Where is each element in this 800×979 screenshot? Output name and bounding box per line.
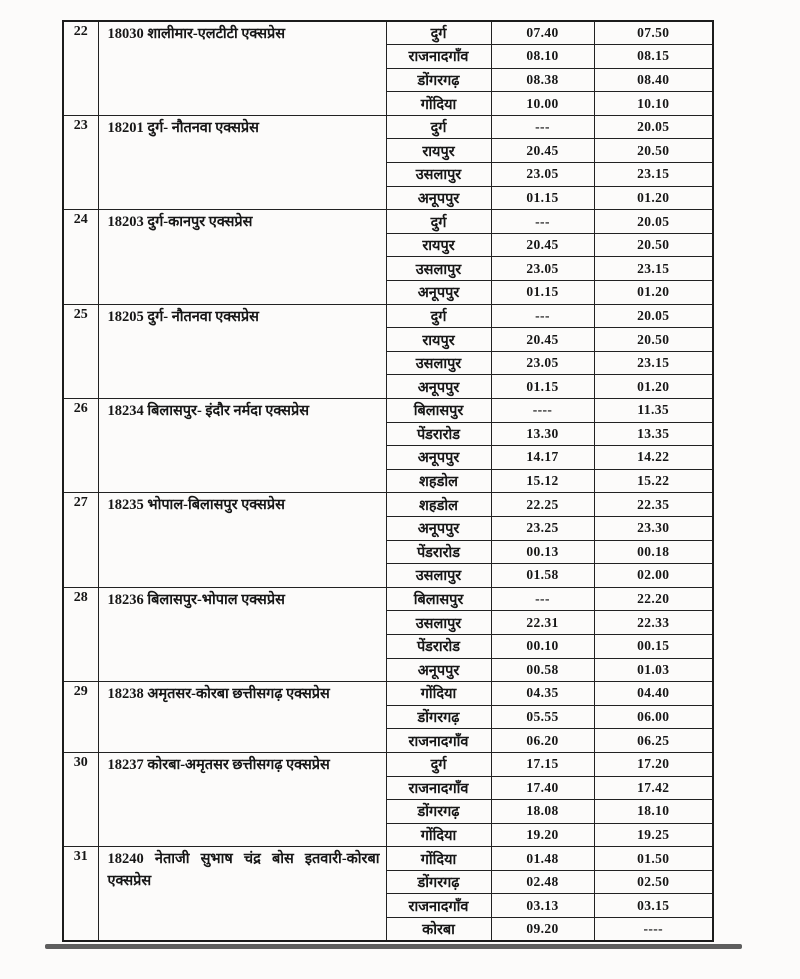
station-name: रायपुर: [386, 233, 491, 257]
arrival-time: 02.48: [491, 870, 594, 894]
departure-time: 20.50: [594, 139, 713, 163]
station-name: अनूपपुर: [386, 375, 491, 399]
departure-time: 01.03: [594, 658, 713, 682]
station-name: रायपुर: [386, 328, 491, 352]
arrival-time: 15.12: [491, 469, 594, 493]
departure-time: 18.10: [594, 800, 713, 824]
station-name: दुर्ग: [386, 304, 491, 328]
station-name: गोंदिया: [386, 682, 491, 706]
arrival-time: 18.08: [491, 800, 594, 824]
departure-time: 08.15: [594, 45, 713, 69]
station-name: उसलापुर: [386, 351, 491, 375]
arrival-time: 05.55: [491, 705, 594, 729]
departure-time: 20.05: [594, 115, 713, 139]
train-serial-number: 22: [63, 21, 98, 115]
station-name: बिलासपुर: [386, 399, 491, 423]
arrival-time: 09.20: [491, 918, 594, 942]
train-serial-number: 28: [63, 587, 98, 681]
arrival-time: 22.25: [491, 493, 594, 517]
arrival-time: 00.10: [491, 634, 594, 658]
table-row: [63, 587, 713, 611]
train-serial-number: 31: [63, 847, 98, 941]
train-serial-number: 24: [63, 210, 98, 304]
train-name: 18203 दुर्ग-कानपुर एक्सप्रेस: [98, 210, 386, 304]
departure-time: 20.50: [594, 328, 713, 352]
station-name: डोंगरगढ़: [386, 68, 491, 92]
arrival-time: 07.40: [491, 21, 594, 45]
train-serial-number: 23: [63, 115, 98, 209]
departure-time: 01.20: [594, 375, 713, 399]
departure-time: 23.15: [594, 257, 713, 281]
train-serial-number: 29: [63, 682, 98, 753]
arrival-time: 01.15: [491, 375, 594, 399]
train-serial-number: 26: [63, 399, 98, 493]
arrival-time: 20.45: [491, 328, 594, 352]
station-name: उसलापुर: [386, 564, 491, 588]
departure-time: 00.18: [594, 540, 713, 564]
departure-time: 22.35: [594, 493, 713, 517]
train-timetable: [62, 20, 714, 942]
station-name: डोंगरगढ़: [386, 800, 491, 824]
arrival-time: ----: [491, 399, 594, 423]
departure-time: 13.35: [594, 422, 713, 446]
departure-time: 07.50: [594, 21, 713, 45]
arrival-time: 04.35: [491, 682, 594, 706]
departure-time: 03.15: [594, 894, 713, 918]
arrival-time: 23.05: [491, 257, 594, 281]
arrival-time: 13.30: [491, 422, 594, 446]
arrival-time: 01.58: [491, 564, 594, 588]
departure-time: 23.15: [594, 351, 713, 375]
departure-time: 14.22: [594, 446, 713, 470]
departure-time: 17.20: [594, 752, 713, 776]
station-name: अनूपपुर: [386, 658, 491, 682]
arrival-time: 22.31: [491, 611, 594, 635]
timetable-body: [63, 21, 713, 941]
departure-time: 20.05: [594, 210, 713, 234]
arrival-time: 19.20: [491, 823, 594, 847]
departure-time: 15.22: [594, 469, 713, 493]
station-name: पेंडरारोड: [386, 634, 491, 658]
arrival-time: 20.45: [491, 233, 594, 257]
station-name: दुर्ग: [386, 752, 491, 776]
departure-time: 06.25: [594, 729, 713, 753]
table-row: [63, 682, 713, 706]
departure-time: 22.20: [594, 587, 713, 611]
train-name: 18240 नेताजी सुभाष चंद्र बोस इतवारी-कोरबा एक्सप्रेस: [98, 847, 386, 941]
arrival-time: 08.38: [491, 68, 594, 92]
departure-time: 02.00: [594, 564, 713, 588]
arrival-time: 10.00: [491, 92, 594, 116]
departure-time: ----: [594, 918, 713, 942]
departure-time: 01.20: [594, 186, 713, 210]
arrival-time: 17.40: [491, 776, 594, 800]
station-name: अनूपपुर: [386, 186, 491, 210]
station-name: अनूपपुर: [386, 281, 491, 305]
station-name: डोंगरगढ़: [386, 870, 491, 894]
train-name: 18030 शालीमार-एलटीटी एक्सप्रेस: [98, 21, 386, 115]
train-name: 18201 दुर्ग- नौतनवा एक्सप्रेस: [98, 115, 386, 209]
arrival-time: 01.15: [491, 186, 594, 210]
arrival-time: 06.20: [491, 729, 594, 753]
arrival-time: 23.05: [491, 351, 594, 375]
arrival-time: ---: [491, 587, 594, 611]
station-name: दुर्ग: [386, 21, 491, 45]
station-name: शहडोल: [386, 493, 491, 517]
table-row: [63, 399, 713, 423]
arrival-time: 14.17: [491, 446, 594, 470]
train-name: 18234 बिलासपुर- इंदौर नर्मदा एक्सप्रेस: [98, 399, 386, 493]
station-name: डोंगरगढ़: [386, 705, 491, 729]
arrival-time: 01.48: [491, 847, 594, 871]
arrival-time: 20.45: [491, 139, 594, 163]
station-name: उसलापुर: [386, 163, 491, 187]
station-name: कोरबा: [386, 918, 491, 942]
station-name: पेंडरारोड: [386, 540, 491, 564]
station-name: राजनादगाँव: [386, 894, 491, 918]
table-row: [63, 752, 713, 776]
train-serial-number: 27: [63, 493, 98, 587]
departure-time: 20.50: [594, 233, 713, 257]
arrival-time: 00.58: [491, 658, 594, 682]
station-name: शहडोल: [386, 469, 491, 493]
station-name: गोंदिया: [386, 92, 491, 116]
departure-time: 23.30: [594, 516, 713, 540]
departure-time: 10.10: [594, 92, 713, 116]
table-row: [63, 115, 713, 139]
station-name: दुर्ग: [386, 210, 491, 234]
train-serial-number: 30: [63, 752, 98, 846]
departure-time: 19.25: [594, 823, 713, 847]
arrival-time: 23.25: [491, 516, 594, 540]
arrival-time: 00.13: [491, 540, 594, 564]
station-name: दुर्ग: [386, 115, 491, 139]
train-name: 18235 भोपाल-बिलासपुर एक्सप्रेस: [98, 493, 386, 587]
station-name: अनूपपुर: [386, 516, 491, 540]
station-name: गोंदिया: [386, 823, 491, 847]
train-name: 18205 दुर्ग- नौतनवा एक्सप्रेस: [98, 304, 386, 398]
table-row: [63, 304, 713, 328]
table-row: [63, 847, 713, 871]
table-row: [63, 210, 713, 234]
train-name: 18238 अमृतसर-कोरबा छत्तीसगढ़ एक्सप्रेस: [98, 682, 386, 753]
arrival-time: ---: [491, 210, 594, 234]
departure-time: 08.40: [594, 68, 713, 92]
table-row: [63, 21, 713, 45]
departure-time: 00.15: [594, 634, 713, 658]
departure-time: 01.20: [594, 281, 713, 305]
departure-time: 04.40: [594, 682, 713, 706]
arrival-time: 03.13: [491, 894, 594, 918]
arrival-time: 17.15: [491, 752, 594, 776]
departure-time: 22.33: [594, 611, 713, 635]
station-name: पेंडरारोड: [386, 422, 491, 446]
departure-time: 01.50: [594, 847, 713, 871]
arrival-time: ---: [491, 115, 594, 139]
station-name: राजनादगाँव: [386, 776, 491, 800]
bottom-divider-rule: [45, 944, 742, 949]
station-name: बिलासपुर: [386, 587, 491, 611]
departure-time: 11.35: [594, 399, 713, 423]
arrival-time: 23.05: [491, 163, 594, 187]
station-name: उसलापुर: [386, 257, 491, 281]
departure-time: 23.15: [594, 163, 713, 187]
departure-time: 20.05: [594, 304, 713, 328]
station-name: रायपुर: [386, 139, 491, 163]
arrival-time: 08.10: [491, 45, 594, 69]
station-name: गोंदिया: [386, 847, 491, 871]
departure-time: 17.42: [594, 776, 713, 800]
train-serial-number: 25: [63, 304, 98, 398]
arrival-time: ---: [491, 304, 594, 328]
departure-time: 02.50: [594, 870, 713, 894]
table-row: [63, 493, 713, 517]
station-name: उसलापुर: [386, 611, 491, 635]
station-name: राजनादगाँव: [386, 729, 491, 753]
departure-time: 06.00: [594, 705, 713, 729]
train-name: 18237 कोरबा-अमृतसर छत्तीसगढ़ एक्सप्रेस: [98, 752, 386, 846]
arrival-time: 01.15: [491, 281, 594, 305]
station-name: अनूपपुर: [386, 446, 491, 470]
train-name: 18236 बिलासपुर-भोपाल एक्सप्रेस: [98, 587, 386, 681]
station-name: राजनादगाँव: [386, 45, 491, 69]
